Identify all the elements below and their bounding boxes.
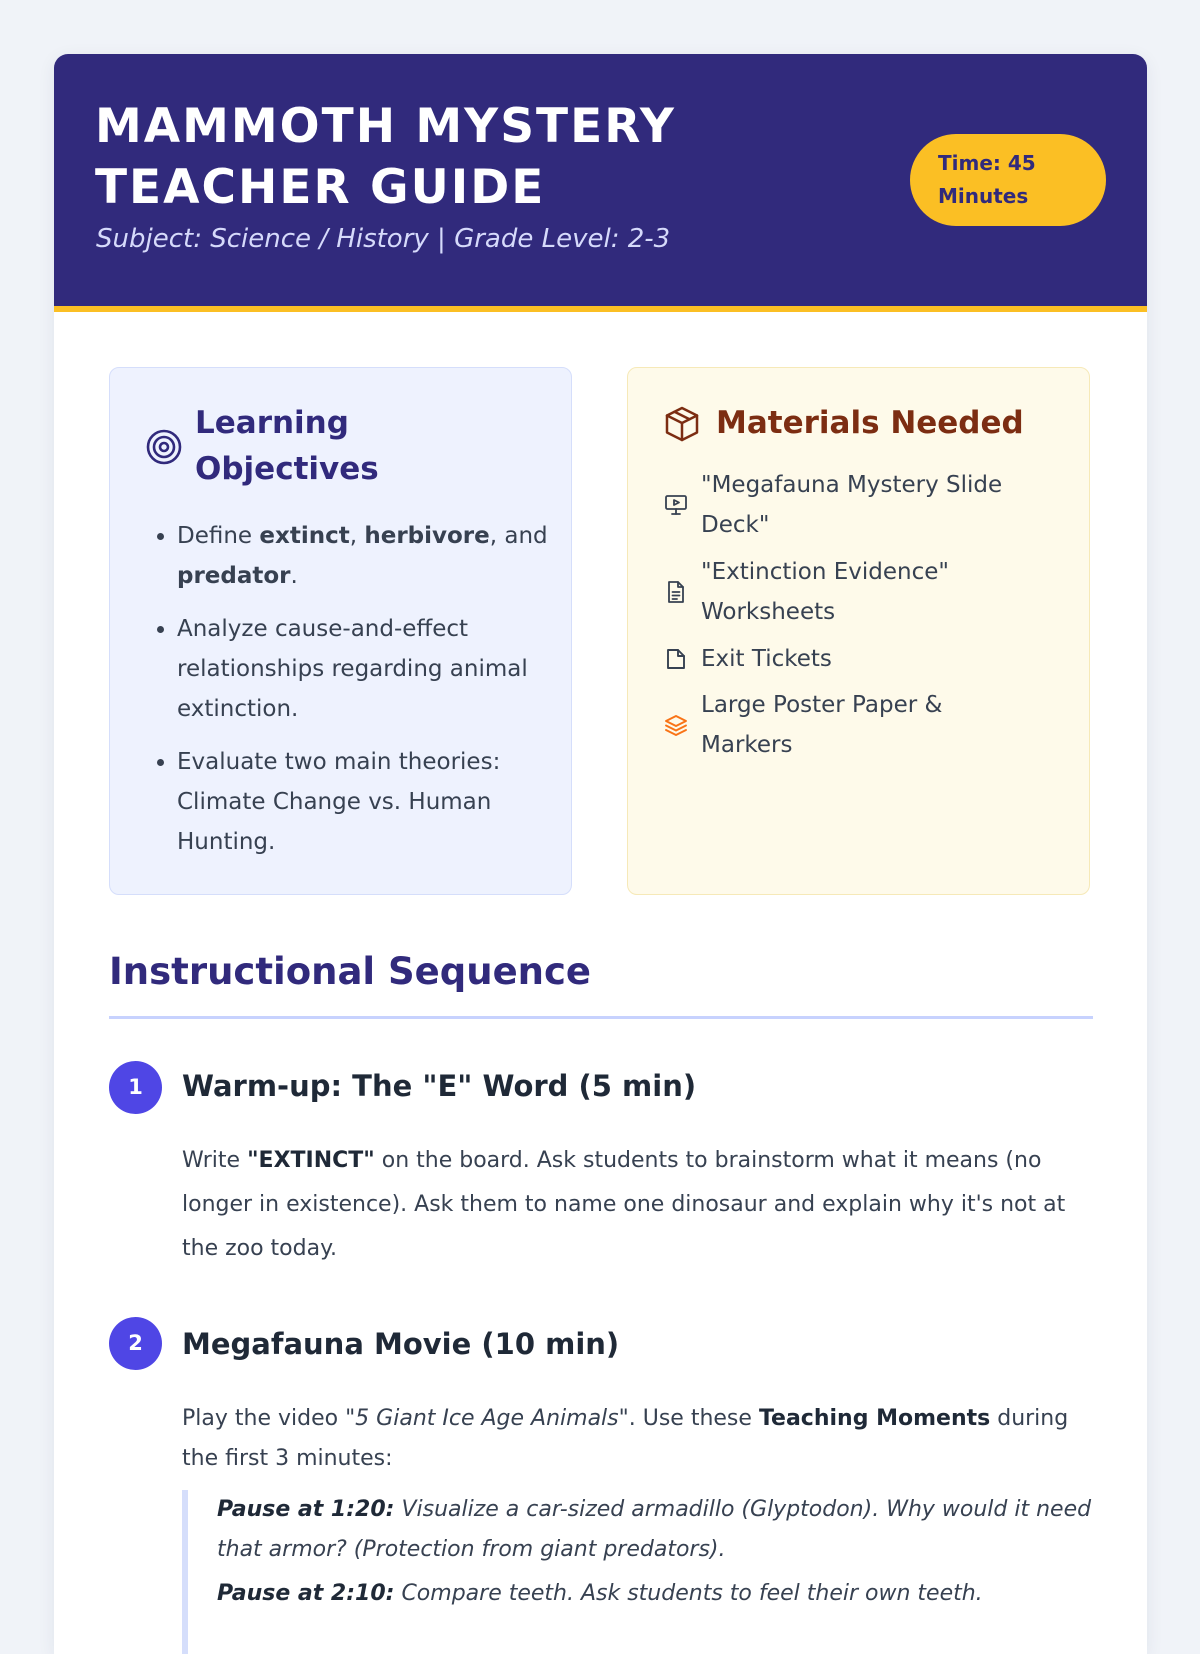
step-description [182, 1139, 1093, 1271]
learning-objectives-box [109, 367, 572, 895]
page-subtitle: Subject: Science / History | Grade Level: 2-3 [96, 224, 671, 254]
material-item-exit-tickets [664, 639, 1064, 679]
material-label: "Megafauna Mystery Slide Deck" [701, 472, 1003, 538]
material-label: Large Poster Paper & Markers [701, 692, 943, 758]
step-text: Write [182, 1148, 248, 1173]
step-keyword: "EXTINCT" [247, 1148, 375, 1173]
section-divider [109, 1016, 1093, 1019]
material-item-poster-paper [664, 685, 1064, 765]
teaching-moment [217, 1490, 1093, 1570]
step-keyword: Teaching Moments [758, 1406, 991, 1431]
video-title: "5 Giant Ice Age Animals" [345, 1406, 629, 1431]
teaching-moments-quote [182, 1490, 1093, 1654]
sequence-title: Instructional Sequence [109, 950, 592, 993]
guide-header [54, 54, 1147, 312]
term-herbivore: herbivore [364, 523, 490, 549]
material-label: Exit Tickets [701, 646, 832, 672]
page-title: MAMMOTH MYSTERY TEACHER GUIDE [95, 99, 676, 215]
objectives-list [150, 516, 577, 875]
layers-icon [664, 713, 688, 737]
material-item-slide-deck [664, 465, 1064, 545]
presentation-icon [664, 493, 688, 517]
moment-text: Visualize a car-sized armadillo (Glyptodon). Why would it need that armor? (Protection from giant predators). [217, 1497, 1092, 1562]
step-number-badge: 1 [109, 1061, 162, 1114]
objective-item [177, 516, 577, 596]
objectives-title: Learning Objectives [195, 405, 379, 487]
objective-text: Define [177, 523, 260, 549]
moment-label: Pause at 1:20: [217, 1497, 395, 1522]
step-title: Warm-up: The "E" Word (5 min) [182, 1069, 697, 1103]
step-title: Megafauna Movie (10 min) [182, 1327, 620, 1361]
step-text: Play the video [182, 1406, 346, 1431]
step-number-badge: 2 [109, 1317, 162, 1370]
document-icon [664, 580, 688, 604]
moment-label: Pause at 2:10: [217, 1581, 395, 1606]
step-description [182, 1399, 1093, 1479]
objective-text: , [349, 523, 365, 549]
materials-title: Materials Needed [716, 405, 1024, 441]
materials-box [627, 367, 1090, 895]
objective-text: , and [489, 523, 548, 549]
box-icon [663, 405, 701, 443]
material-item-worksheets [664, 552, 1064, 632]
step-text: . Use these [628, 1406, 759, 1431]
material-label: "Extinction Evidence" Worksheets [701, 559, 949, 625]
moment-text: Compare teeth. Ask students to feel their own teeth. [394, 1581, 983, 1606]
objective-text: . [290, 563, 298, 589]
teacher-guide-card [54, 54, 1147, 1654]
term-extinct: extinct [259, 523, 350, 549]
target-icon [145, 428, 183, 466]
objective-item: • Analyze cause-and-effect relationships regarding animal extinction. [177, 609, 577, 729]
objective-item: • Evaluate two main theories: Climate Change vs. Human Hunting. [177, 742, 577, 862]
step-text: during the first 3 minutes: [182, 1406, 1069, 1471]
file-icon [664, 647, 688, 671]
term-predator: predator [177, 563, 291, 589]
teaching-moment [217, 1574, 1093, 1614]
step-text: on the board. Ask students to brainstorm what it means (no longer in existence). Ask them to name one dinosaur and explain why it's not at the zoo today. [182, 1148, 1066, 1261]
time-badge: Time: 45 Minutes [910, 134, 1106, 226]
